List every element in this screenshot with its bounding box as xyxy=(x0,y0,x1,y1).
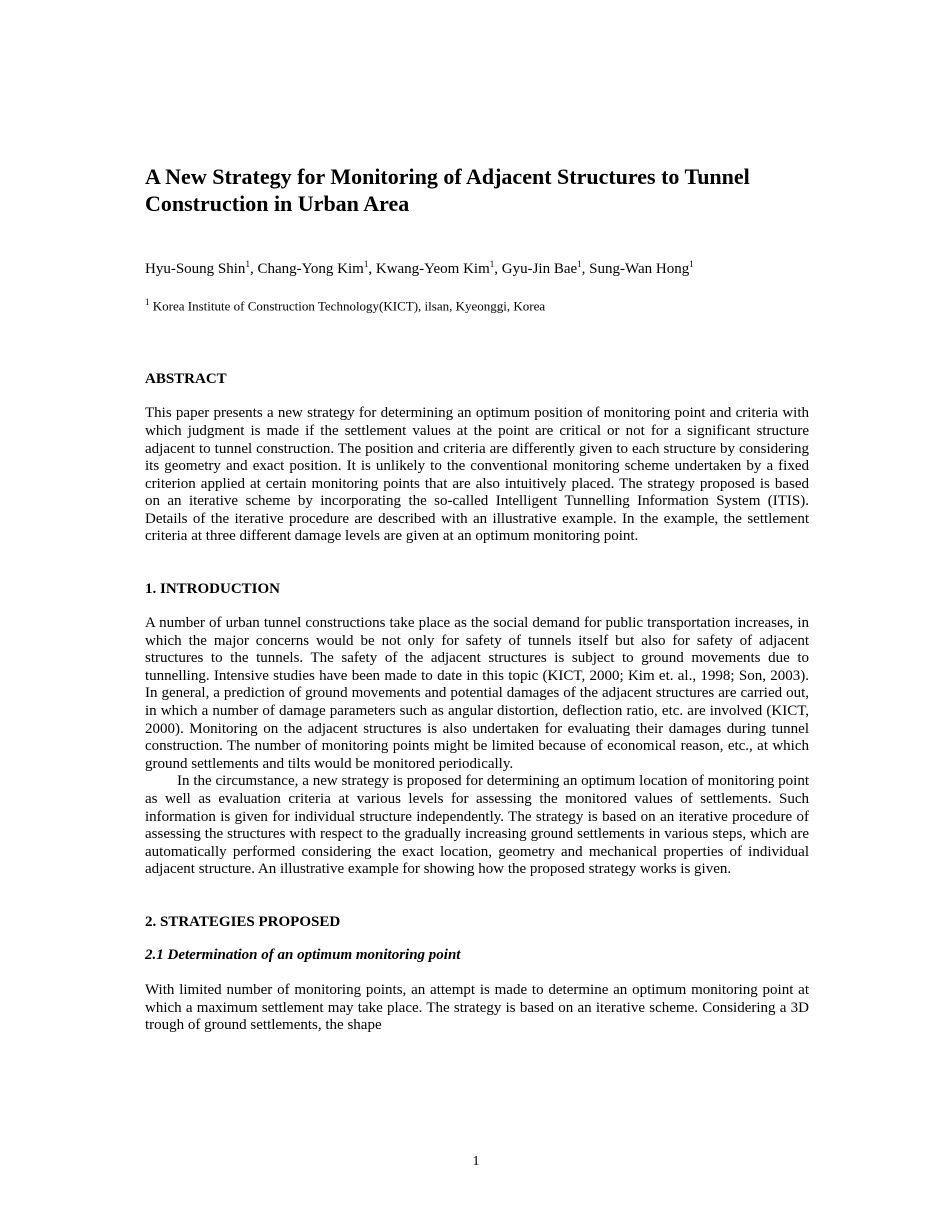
abstract-text: This paper presents a new strategy for determining an optimum position of monitoring point and criteria with which judgment is made if the settlement values at the point are critical or not for a significant structure adjacent to tunnel construction. The position and criteria are differently given to each structure by considering its geometry and exact position. It is unlikely to the conventional monitoring scheme undertaken by a fixed criterion applied at certain monitoring points that are also intuitively placed. The strategy proposed is based on an iterative scheme by incorporating the so-called Intelligent Tunnelling Information System (ITIS). Details of the iterative procedure are described with an illustrative example. In the example, the settlement criteria at three different damage levels are given at an optimum monitoring point. xyxy=(145,405,809,545)
author: Sung-Wan Hong$^1$ xyxy=(589,259,694,277)
paper-title: A New Strategy for Monitoring of Adjacent Structures to Tunnel Construction in Urban Area xyxy=(145,164,750,216)
affiliation xyxy=(145,294,809,314)
strategies-paragraph-1: With limited number of monitoring points, an attempt is made to determine an optimum monitoring point at which a maximum settlement may take place. The strategy is based on an iterative scheme. Considering a 3D trough of ground settlements, the shape xyxy=(145,981,809,1034)
strategies-heading: 2. STRATEGIES PROPOSED xyxy=(145,913,341,930)
introduction-paragraph-2: In the circumstance, a new strategy is proposed for determining an optimum location of monitoring point as well as evaluation criteria at various levels for assessing the monitored values of settlements. Such information is given for individual structure independently. The strategy is based on an iterative procedure of assessing the structures with respect to the gradually increasing ground settlements in various steps, which are automatically performed considering the exact location, geometry and mechanical properties of individual adjacent structure. An illustrative example for showing how the proposed strategy works is given. xyxy=(145,773,809,878)
affiliation-text: Korea Institute of Construction Technology(KICT), ilsan, Kyeonggi, Korea xyxy=(152,298,546,314)
introduction-heading: 1. INTRODUCTION xyxy=(145,581,281,598)
introduction-paragraph-1: A number of urban tunnel constructions take place as the social demand for public transportation increases, in which the major concerns would be not only for safety of tunnels itself but also for safety of adjacent structures to the tunnels. The safety of the adjacent structures is subject to ground movements due to tunnelling. Intensive studies have been made to date in this topic (KICT, 2000; Kim et. al., 1998; Son, 2003). In general, a prediction of ground movements and potential damages of the adjacent structures are carried out, in which a number of damage parameters such as angular distortion, deflection ratio, etc. are involved (KICT, 2000). Monitoring on the adjacent structures is also undertaken for evaluating their damages during tunnel construction. The number of monitoring points might be limited because of economical reason, etc., at which ground settlements and tilts would be monitored periodically. xyxy=(145,615,809,772)
author: Hyu-Soung Shin$^1$, xyxy=(145,259,258,277)
author: Gyu-Jin Bae$^1$, xyxy=(501,259,590,277)
author-list xyxy=(145,255,809,278)
abstract-heading: ABSTRACT xyxy=(145,371,227,388)
page-number: 1 xyxy=(472,1154,480,1169)
paper-page xyxy=(145,163,809,1035)
affiliation-mark: 1 xyxy=(145,297,150,307)
author: Kwang-Yeom Kim$^1$, xyxy=(375,259,502,277)
subsection-heading: 2.1 Determination of an optimum monitoring point xyxy=(145,946,461,963)
author: Chang-Yong Kim$^1$, xyxy=(257,259,376,277)
